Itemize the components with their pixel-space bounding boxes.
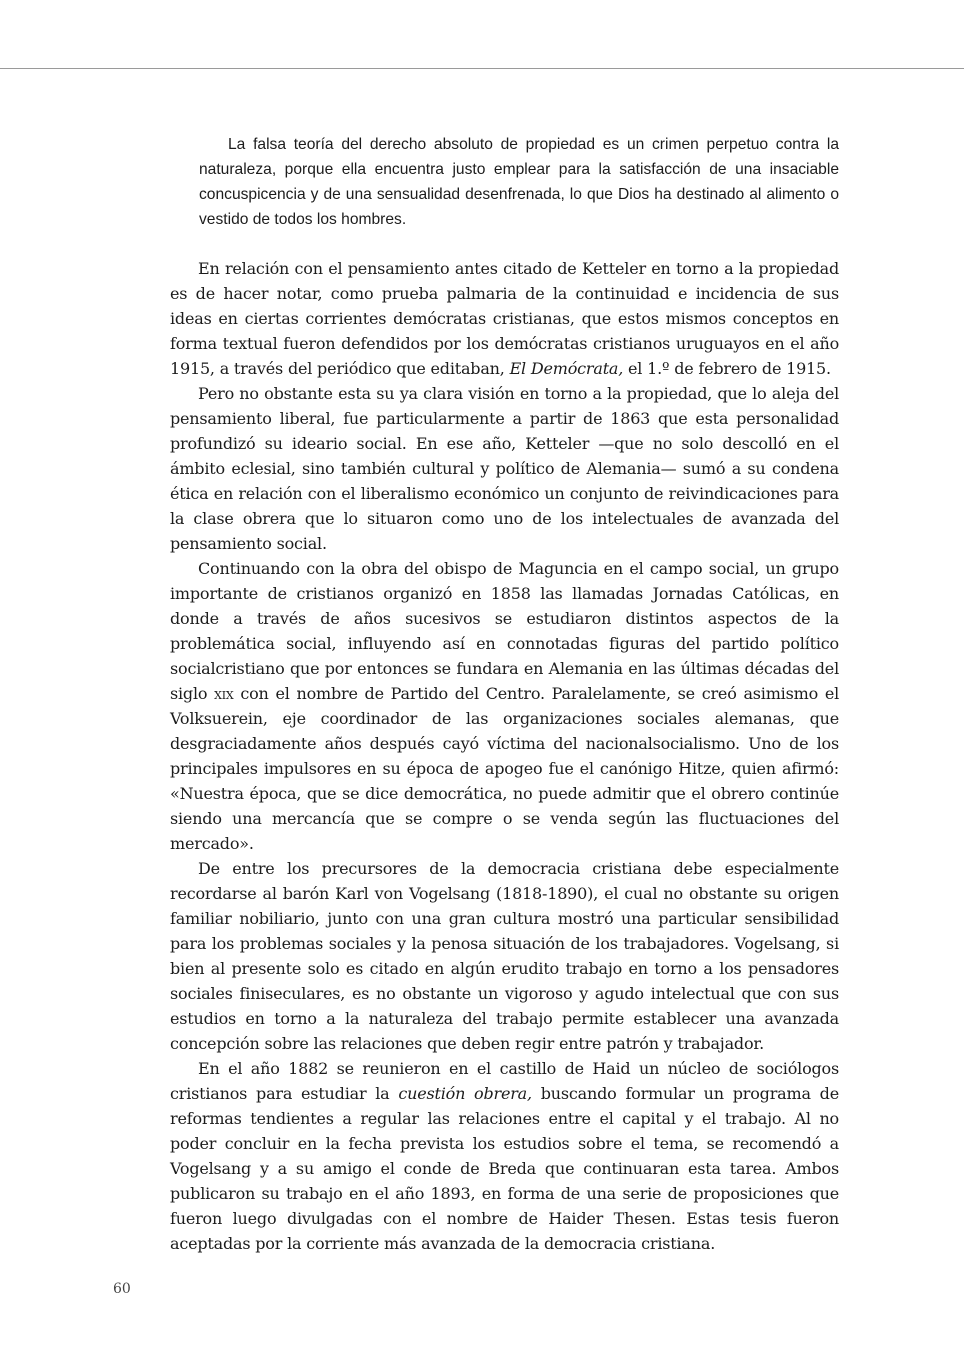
paragraph-3 — [170, 556, 839, 856]
paragraph-4: De entre los precursores de la democracia cristiana debe especialmente recordarse al barón Karl von Vogelsang (1818-1890), el cual no obstante su origen familiar nobiliario, junto con una gran cultura mostró una particular sensibilidad para los problemas sociales y la penosa situación de los trabajadores. Vogelsang, si bien al presente solo es citado en algún erudito trabajo en torno a los pensadores sociales finiseculares, es no obstante un vigoroso y agudo intelectual que con sus estudios en torno a la naturaleza del trabajo permite establecer una avanzada concepción sobre las relaciones que deben regir entre patrón y trabajador. — [170, 859, 839, 1053]
block-quote: La falsa teoría del derecho absoluto de propiedad es un crimen perpetuo contra la naturaleza, porque ella encuentra justo emplear para la satisfacción de una insaciable concuspicencia y de una sensualidad desenfrenada, lo que Dios ha destinado al alimento o vestido de todos los hombres. — [199, 136, 839, 228]
paragraph-1 — [170, 256, 839, 381]
paragraph-5-text-a: En el año 1882 se reunieron en el castillo de Haid un núcleo de sociólogos cristianos para estudiar la — [170, 1059, 839, 1103]
paragraph-5-text-b: buscando formular un programa de reformas tendientes a regular las relaciones entre el capital y el trabajo. Al no poder concluir en la fecha prevista los estudios sobre el tema, se recomendó a Vogelsang y a su amigo el conde de Breda que continuaran esta tarea. Ambos publicaron su trabajo en el año 1893, en forma de una serie de proposiciones que fueron luego divulgadas con el nombre de Haider Thesen. Estas tesis fueron aceptadas por la corriente más avanzada de la democracia cristiana. — [170, 1084, 839, 1253]
paragraph-5 — [170, 1056, 839, 1256]
paragraph-1-text-b: el 1.º de febrero de 1915. — [623, 359, 831, 378]
paragraph-2: Pero no obstante esta su ya clara visión en torno a la propiedad, que lo aleja del pensamiento liberal, fue particularmente a partir de 1863 que esta personalidad profundizó su ideario social. En ese año, Ketteler —que no solo descolló en el ámbito eclesial, sino también cultural y político de Alemania— sumó a su condena ética en relación con el liberalismo económico un conjunto de reivindicaciones para la clase obrera que lo situaron como uno de los intelectuales de avanzada del pensamiento social. — [170, 384, 839, 553]
emphasized-term: cuestión obrera, — [398, 1084, 532, 1103]
paragraph-1-text-a: En relación con el pensamiento antes citado de Ketteler en torno a la propiedad es de hacer notar, como prueba palmaria de la continuidad e incidencia de sus ideas en ciertas corrientes demócratas cristianas, que estos mismos conceptos en forma textual fueron defendidos por los demócratas cristianos uruguayos en el año 1915, a través del periódico que editaban, — [170, 259, 839, 378]
page-number: 60 — [113, 1281, 131, 1297]
century-numeral: xix — [214, 684, 234, 703]
header-rule — [0, 68, 964, 69]
paragraph-3-text-a: Continuando con la obra del obispo de Maguncia en el campo social, un grupo importante de cristianos organizó en 1858 las llamadas Jornadas Católicas, en donde a través de años sucesivos se estudiaron distintos aspectos de la problemática social, influyendo así en connotadas figuras del partido político socialcristiano que por entonces se fundara en Alemania en las últimas décadas del siglo — [170, 559, 839, 703]
body-text — [170, 256, 839, 1256]
newspaper-title: El Demócrata, — [509, 359, 624, 378]
paragraph-3-text-b: con el nombre de Partido del Centro. Paralelamente, se creó asimismo el Volksuerein, eje coordinador de las organizaciones sociales alemanas, que desgraciadamente años después cayó víctima del nacionalsocialismo. Uno de los principales impulsores en su época de apogeo fue el canónigo Hitze, quien afirmó: «Nuestra época, que se dice democrática, no puede admitir que el obrero continúe siendo una mercancía que se compre o se venda según las fluctuaciones del mercado». — [170, 684, 840, 853]
